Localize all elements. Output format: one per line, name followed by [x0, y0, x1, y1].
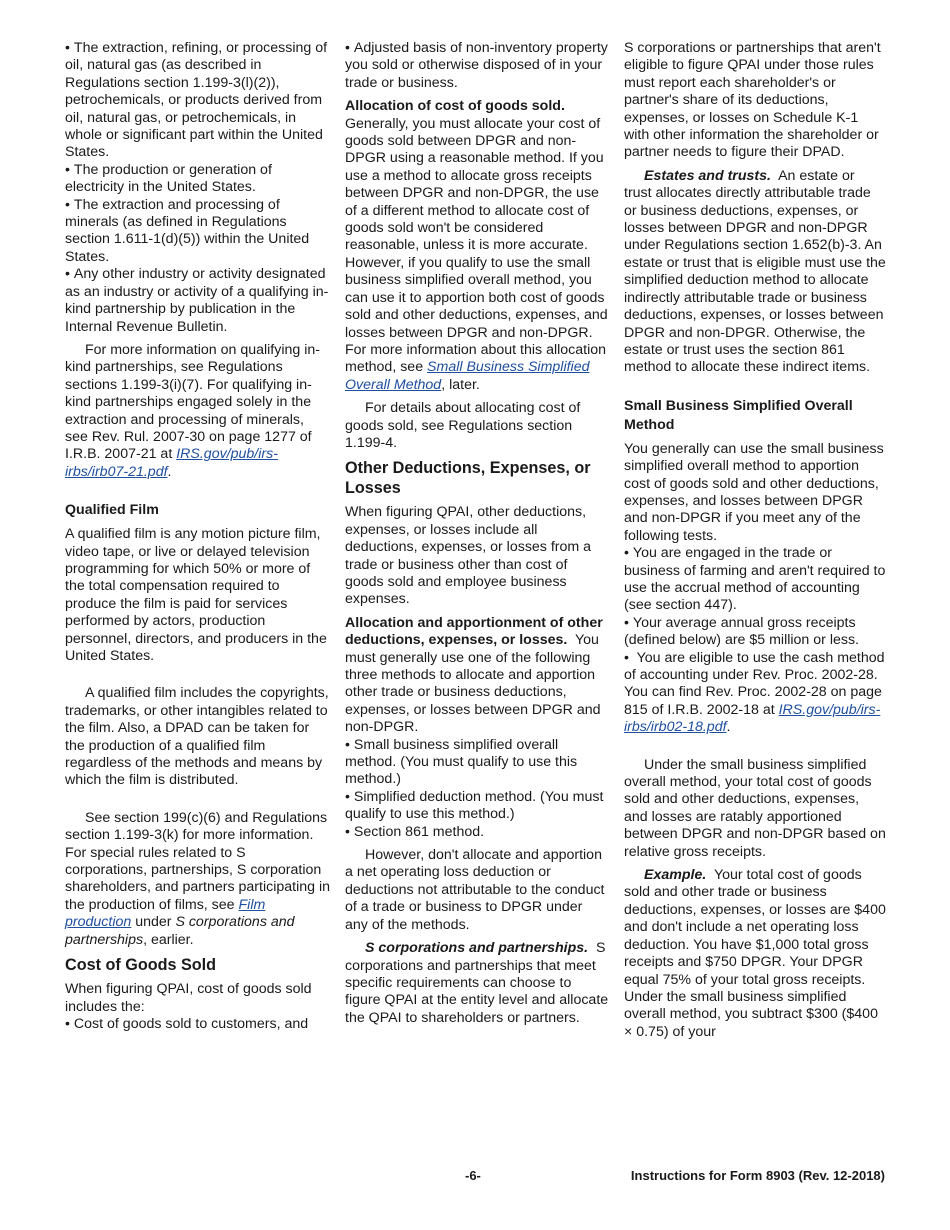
page-number: -6-	[465, 1168, 481, 1183]
sbs-intro: You generally can use the small business simplified overall method to apportion cost of goods sold and other deductions, expenses, and losses between DPGR and non-DPGR if you meet any of the following tests.	[624, 440, 884, 544]
qualified-film-includes: A qualified film includes the copyrights, trademarks, or other intangibles related to the film. Also, a DPAD can be taken for the production of a qualified film regardless of the methods and means by which the film is distributed.	[65, 685, 329, 789]
apportionment-runin-heading: Allocation and apportionment of other deductions, expenses, or losses.	[345, 614, 603, 649]
allocation-cogs-paragraph: Allocation of cost of goods sold. Generally, you must allocate your cost of goods sold between DPGR and non-DPGR using a reasonable method. If you use a method to allocate gross receipts between DPGR and non-DPGR, the use of a different method to allocate cost of goods sold won't be considered reasonable, unless it is more accurate. However, if you qualify to use the small business simplified overall method, you can use it to apportion both cost of goods sold and other deductions, expenses, and losses between DPGR and non-DPGR. For more information about this allocation method, see Small Business Simplified Overall Method, later.	[345, 98, 608, 393]
allocation-cogs-runin-heading: Allocation of cost of goods sold.	[345, 98, 565, 115]
bullet-farming: • You are engaged in the trade or business of farming and aren't required to use the accrual method of accounting (see section 447).	[624, 545, 886, 615]
details-paragraph: For details about allocating cost of goods sold, see Regulations section 1.199-4.	[345, 400, 581, 451]
cost-of-goods-sold-heading: Cost of Goods Sold	[65, 956, 217, 975]
bullet-other-industry: • Any other industry or activity designated as an industry or activity of a qualifying in-kind partnership by publication in the Internal Revenue Bulletin.	[65, 266, 330, 336]
irb07-21-link[interactable]: IRS.gov/pub/irs-irbs/irb07-21.pdf	[65, 446, 278, 480]
under-sbs-paragraph: Under the small business simplified overall method, your total cost of goods sold and other deductions, expenses, and losses are ratably apportioned between DPGR and non-DPGR based on relative gross receipts.	[624, 756, 886, 860]
bullet-method-861: • Section 861 method.	[345, 824, 609, 841]
bullet-oil-gas: • The extraction, refining, or processing of oil, natural gas (as described in Regulations section 1.199-3(l)(2)), petrochemicals, or products derived from oil, natural gas, or petrochemicals, in whole or significant part within the United States.	[65, 40, 330, 162]
qualified-film-definition: A qualified film is any motion picture film, video tape, or live or delayed television programming for which 50% or more of the total compensation required to produce the film is paid for services performed by actors, production personnel, directors, and producers in the United States.	[65, 526, 327, 664]
cogs-intro: When figuring QPAI, cost of goods sold includes the:	[65, 981, 312, 1015]
column-3	[624, 40, 886, 1041]
bullet-method-sbs: • Small business simplified overall method. (You must qualify to use this method.)	[345, 737, 609, 789]
k1-paragraph: S corporations or partnerships that aren't eligible to figure QPAI under those rules must report each shareholder's or partner's share of its deductions, expenses, or losses on Schedule K-1 with other information the shareholder or partner needs to figure their DPAD.	[624, 40, 881, 161]
sbs-method-heading: Small Business Simplified Overall Method	[624, 397, 853, 433]
other-deductions-heading: Other Deductions, Expenses, or Losses	[345, 459, 591, 498]
qualified-film-heading: Qualified Film	[65, 502, 159, 519]
sbs-method-link[interactable]: Small Business Simplified Overall Method	[345, 359, 590, 393]
s-corporations-paragraph: S corporations and partnerships. S corporations and partnerships that meet specific requirements can choose to figure QPAI at the entity level and allocate the QPAI to shareholders or partners.	[345, 940, 609, 1026]
bullet-gross-receipts: • Your average annual gross receipts (defined below) are $5 million or less.	[624, 615, 886, 650]
qualified-film-see-section: See section 199(c)(6) and Regulations section 1.199-3(k) for more information. For special rules related to S corporations, partnerships, S corporation shareholders, and partners participating in the production of films, see Film production under S corporations and partnerships, earlier.	[65, 809, 330, 948]
bullet-adjusted-basis: • Adjusted basis of non-inventory property you sold or otherwise disposed of in your trade or business.	[345, 40, 609, 92]
example-paragraph: Example. Your total cost of goods sold and other trade or business deductions, expenses, or losses are $400 and don't include a net operating loss deduction. You have $1,000 total gross receipts and $750 DPGR. Your DPGR equal 75% of your total gross receipts. Under the small business simplified overall method, you subtract $300 ($400 × 0.75) of your	[624, 867, 886, 1040]
footer-title: Instructions for Form 8903 (Rev. 12-2018)	[630, 1168, 885, 1183]
bullet-cogs-customers: • Cost of goods sold to customers, and	[65, 1016, 330, 1033]
bullet-minerals: • The extraction and processing of minerals (as defined in Regulations section 1.611-1(d)(5)) within the United States.	[65, 197, 330, 267]
bullet-electricity: • The production or generation of electricity in the United States.	[65, 162, 330, 197]
film-production-link[interactable]: Film production	[65, 896, 266, 931]
bullet-cash-method: • You are eligible to use the cash method of accounting under Rev. Proc. 2002-28. You can find Rev. Proc. 2002-28 on page 815 of I.R.B. 2002-18 at IRS.gov/pub/irs-irbs/irb02-18.pdf.	[624, 650, 886, 737]
estates-trusts-runin-heading: Estates and trusts.	[644, 167, 771, 184]
example-runin-heading: Example.	[644, 867, 707, 884]
bullet-method-simplified: • Simplified deduction method. (You must qualify to use this method.)	[345, 789, 609, 824]
column-2	[345, 40, 609, 1027]
apportionment-paragraph: Allocation and apportionment of other deductions, expenses, or losses. You must generally use one of the following three methods to allocate and apportion other trade or business deductions, expenses, or losses between DPGR and non-DPGR.	[345, 614, 603, 736]
irb02-18-link[interactable]: IRS.gov/pub/irs-irbs/irb02-18.pdf	[624, 701, 881, 736]
in-kind-partnership-paragraph: For more information on qualifying in-kind partnerships, see Regulations sections 1.199-3(i)(7). For qualifying in-kind partnerships engaged solely in the extraction and processing of minerals, see Rev. Rul. 2007-30 on page 1277 of I.R.B. 2007-21 at IRS.gov/pub/irs-irbs/irb07-21.pdf.	[65, 341, 320, 480]
estates-trusts-paragraph: Estates and trusts. An estate or trust allocates directly attributable trade or business deductions, expenses, or losses between DPGR and non-DPGR under Regulations section 1.652(b)-3. An estate or trust that is eligible must use the simplified deduction method to allocate indirectly attributable trade or business deductions, expenses, or losses between DPGR and non-DPGR. Otherwise, the estate or trust uses the section 861 method to allocate these indirect items.	[624, 167, 886, 376]
however-paragraph: However, don't allocate and apportion a net operating loss deduction or deductions not attributable to the conduct of a trade or business to DPGR under any of the methods.	[345, 847, 605, 933]
s-corporations-runin-heading: S corporations and partnerships.	[365, 940, 589, 957]
column-1	[65, 40, 330, 1033]
other-deductions-intro: When figuring QPAI, other deductions, expenses, or losses include all deductions, expenses, or losses from a trade or business other than cost of goods sold and employee business expenses.	[345, 504, 592, 608]
